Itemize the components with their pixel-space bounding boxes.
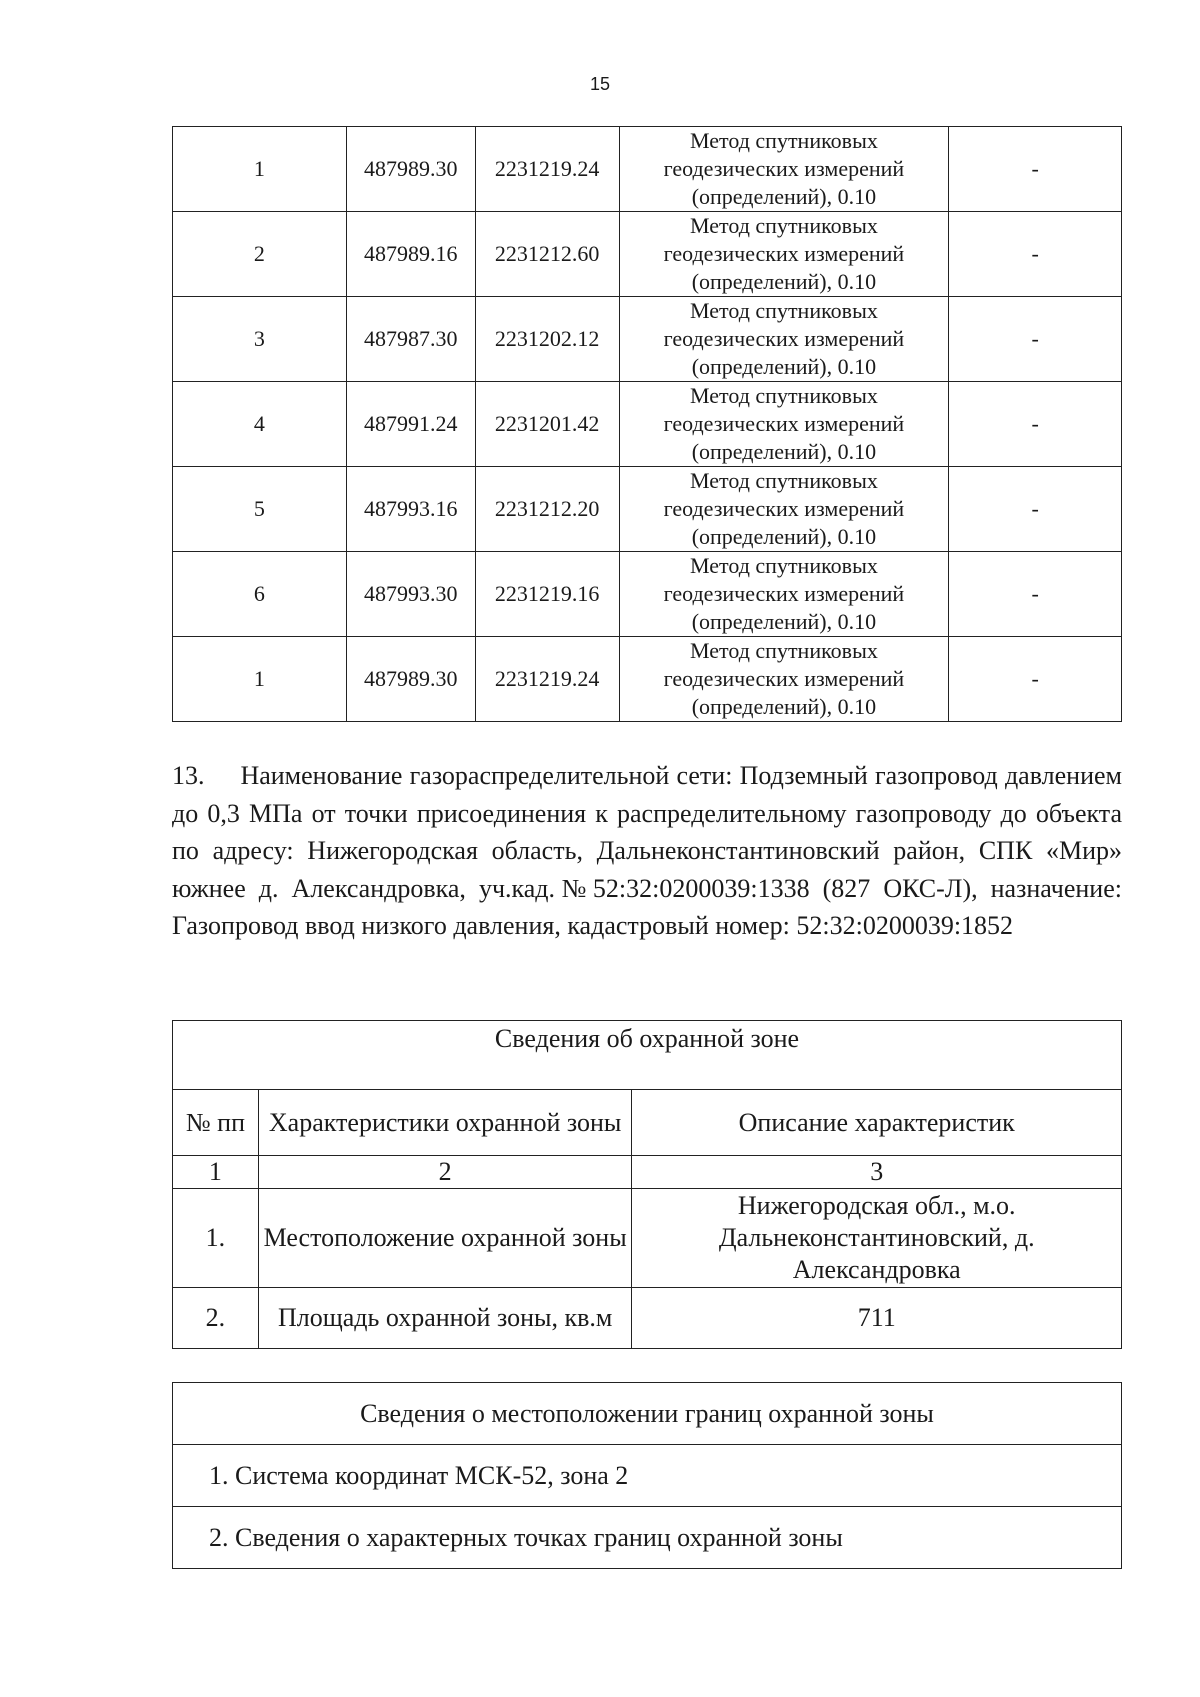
note-cell: - <box>949 467 1122 552</box>
table-row <box>173 212 1122 297</box>
note-cell: - <box>949 637 1122 722</box>
method-cell <box>619 552 949 637</box>
y-coordinate-cell: 2231201.42 <box>475 382 619 467</box>
method-line: геодезических измерений <box>663 581 905 606</box>
x-coordinate-cell: 487989.30 <box>346 127 475 212</box>
method-line: (определений), 0.10 <box>691 524 877 549</box>
point-number-cell: 1 <box>173 127 347 212</box>
method-line: геодезических измерений <box>663 411 905 436</box>
method-line: Метод спутниковых <box>689 553 878 578</box>
method-line: (определений), 0.10 <box>691 694 877 719</box>
point-number-cell: 6 <box>173 552 347 637</box>
method-line: Метод спутниковых <box>689 298 878 323</box>
method-cell <box>619 467 949 552</box>
y-coordinate-cell: 2231202.12 <box>475 297 619 382</box>
row-number: 1. <box>173 1189 259 1288</box>
method-line: (определений), 0.10 <box>691 609 877 634</box>
y-coordinate-cell: 2231219.16 <box>475 552 619 637</box>
coordinates-table <box>172 126 1122 722</box>
protection-zone-info-table <box>172 1020 1122 1349</box>
coordinate-system-item: 1. Система координат МСК-52, зона 2 <box>173 1445 1122 1507</box>
method-line: геодезических измерений <box>663 496 905 521</box>
zone-area-value: 711 <box>632 1288 1122 1349</box>
note-cell: - <box>949 382 1122 467</box>
method-line: Метод спутниковых <box>689 213 878 238</box>
method-line: (определений), 0.10 <box>691 439 877 464</box>
method-line: (определений), 0.10 <box>691 269 877 294</box>
note-cell: - <box>949 297 1122 382</box>
characteristic-points-item: 2. Сведения о характерных точках границ охранной зоны <box>173 1507 1122 1569</box>
table-row <box>173 382 1122 467</box>
method-cell <box>619 297 949 382</box>
method-line: Метод спутниковых <box>689 128 878 153</box>
method-line: геодезических измерений <box>663 156 905 181</box>
x-coordinate-cell: 487993.30 <box>346 552 475 637</box>
column-number-2: 2 <box>258 1156 632 1189</box>
zone-area-label: Площадь охранной зоны, кв.м <box>258 1288 632 1349</box>
row-number: 2. <box>173 1288 259 1349</box>
zone-info-title: Сведения об охранной зоне <box>173 1021 1122 1090</box>
method-line: Метод спутниковых <box>689 383 878 408</box>
note-cell: - <box>949 127 1122 212</box>
method-line: геодезических измерений <box>663 666 905 691</box>
method-line: (определений), 0.10 <box>691 354 877 379</box>
method-cell <box>619 212 949 297</box>
header-description: Описание характеристик <box>632 1090 1122 1156</box>
boundary-title: Сведения о местоположении границ охранной зоны <box>173 1383 1122 1445</box>
method-line: Метод спутниковых <box>689 468 878 493</box>
note-cell: - <box>949 212 1122 297</box>
y-coordinate-cell: 2231219.24 <box>475 637 619 722</box>
method-cell <box>619 637 949 722</box>
x-coordinate-cell: 487989.30 <box>346 637 475 722</box>
point-number-cell: 1 <box>173 637 347 722</box>
column-number-1: 1 <box>173 1156 259 1189</box>
method-line: Метод спутниковых <box>689 638 878 663</box>
page-number: 15 <box>589 74 611 94</box>
column-number-3: 3 <box>632 1156 1122 1189</box>
method-line: геодезических измерений <box>663 241 905 266</box>
x-coordinate-cell: 487991.24 <box>346 382 475 467</box>
method-line: геодезических измерений <box>663 326 905 351</box>
zone-location-value: Нижегородская обл., м.о. Дальнеконстантиновский, д. Александровка <box>632 1189 1122 1288</box>
note-cell: - <box>949 552 1122 637</box>
method-cell <box>619 127 949 212</box>
table-row <box>173 552 1122 637</box>
y-coordinate-cell: 2231212.60 <box>475 212 619 297</box>
table-row <box>173 127 1122 212</box>
method-cell <box>619 382 949 467</box>
section-13-paragraph: 13. Наименование газораспределительной сети: Подземный газопровод давлением до 0,3 МПа от точки присоединения к распределительному газопроводу до объекта по адресу: Нижегородская область, Дальнеконстантиновский район, СПК «Мир» южнее д. Александровка, уч.кад.№52:32:0200039:1338 (827 ОКС-Л), назначение: Газопровод ввод низкого давления, кадастровый номер: 52:32:0200039:1852 <box>172 761 1122 940</box>
y-coordinate-cell: 2231212.20 <box>475 467 619 552</box>
point-number-cell: 2 <box>173 212 347 297</box>
table-row <box>173 637 1122 722</box>
table-row <box>173 297 1122 382</box>
y-coordinate-cell: 2231219.24 <box>475 127 619 212</box>
point-number-cell: 4 <box>173 382 347 467</box>
zone-location-label: Местоположение охранной зоны <box>258 1189 632 1288</box>
table-row <box>173 467 1122 552</box>
method-line: (определений), 0.10 <box>691 184 877 209</box>
boundary-info-table <box>172 1382 1122 1569</box>
x-coordinate-cell: 487989.16 <box>346 212 475 297</box>
header-characteristics: Характеристики охранной зоны <box>258 1090 632 1156</box>
x-coordinate-cell: 487993.16 <box>346 467 475 552</box>
point-number-cell: 5 <box>173 467 347 552</box>
point-number-cell: 3 <box>173 297 347 382</box>
header-number: № пп <box>173 1090 259 1156</box>
x-coordinate-cell: 487987.30 <box>346 297 475 382</box>
